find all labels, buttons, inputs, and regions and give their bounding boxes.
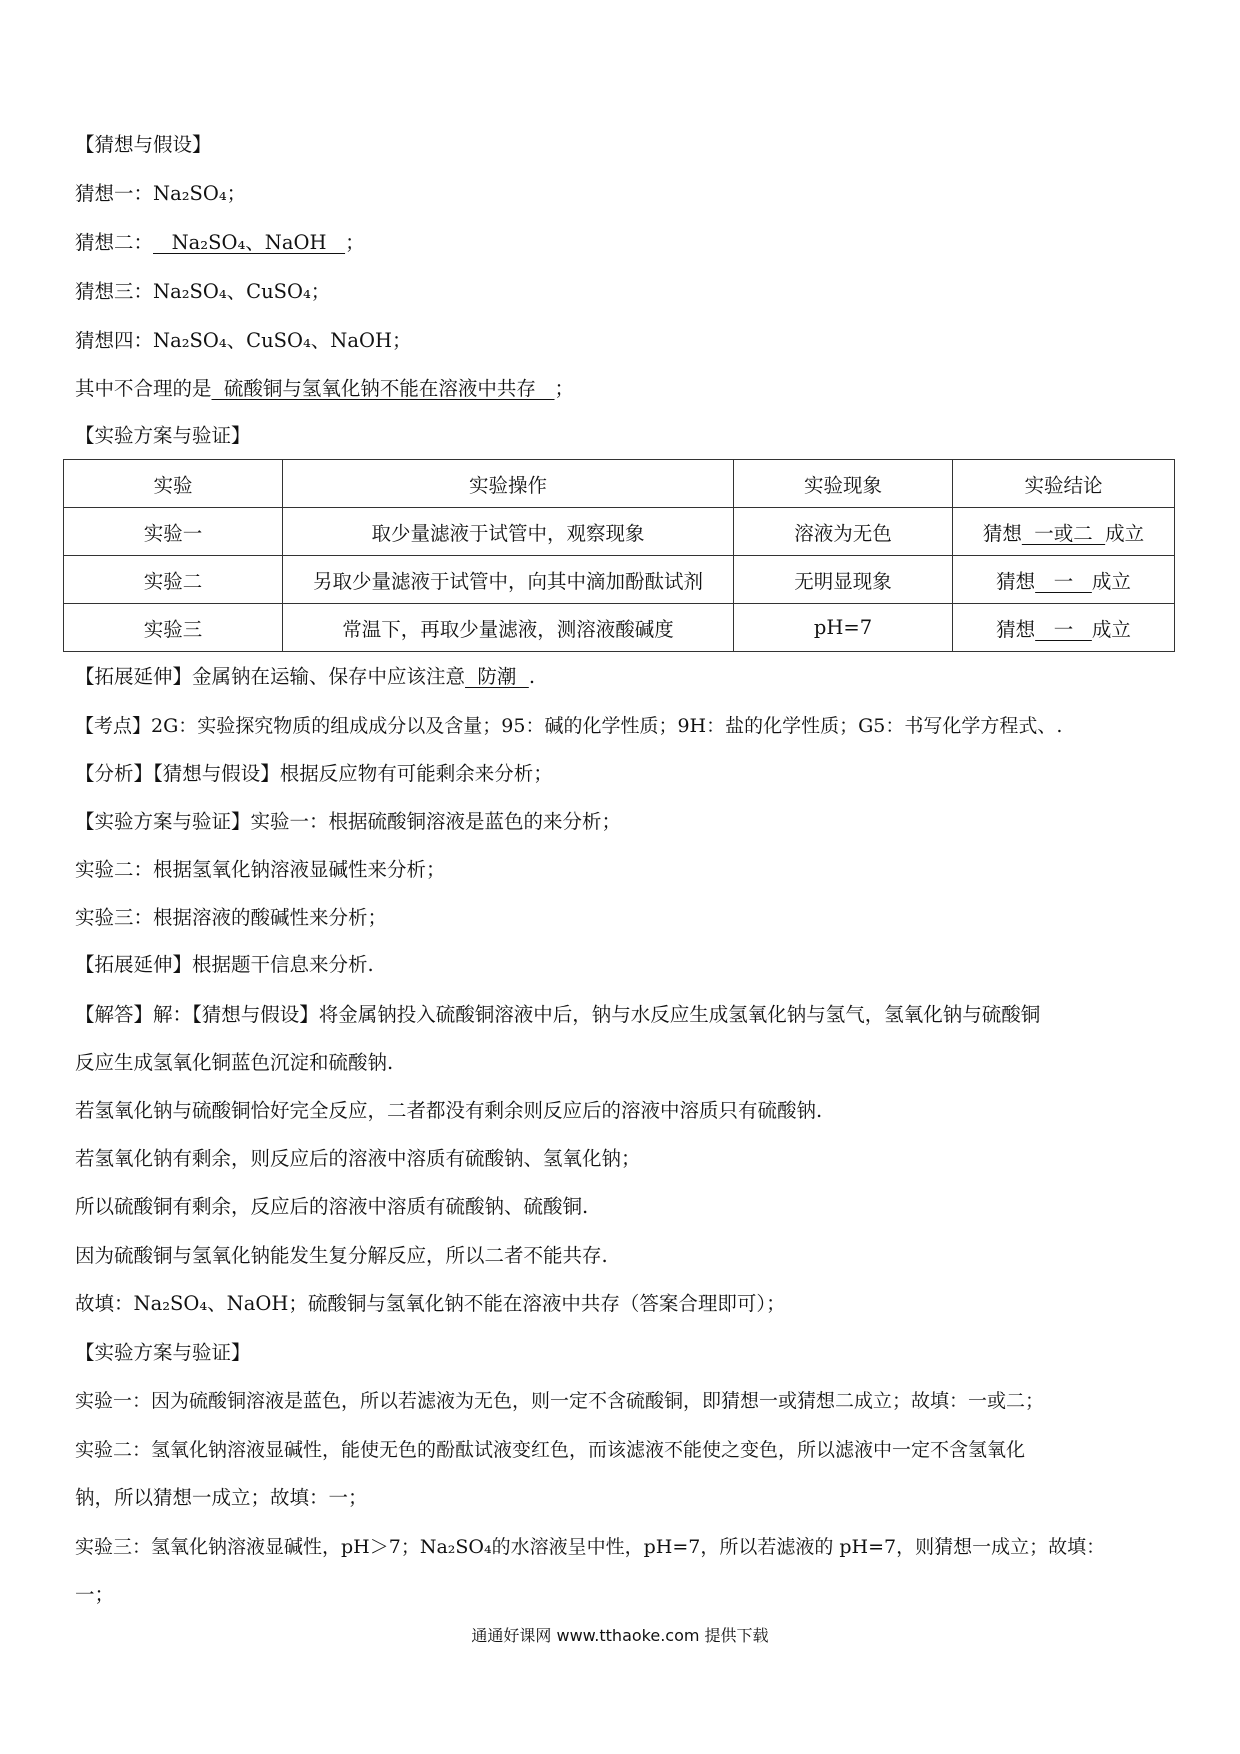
table-cell: pH=7	[734, 604, 953, 652]
conclusion-answer: 一或二	[1021, 521, 1106, 545]
conclusion-answer: 一	[1035, 569, 1092, 593]
guess-4: 猜想四：Na₂SO₄、CuSO₄、NaOH；	[75, 329, 412, 352]
table-cell	[953, 508, 1175, 556]
table-cell	[953, 604, 1175, 652]
answer-11: 钠，所以猜想一成立；故填：一；	[75, 1486, 368, 1509]
extension-label: 【拓展延伸】金属钠在运输、保存中应该注意	[75, 665, 466, 688]
analysis-1: 【分析】【猜想与假设】根据反应物有可能剩余来分析；	[75, 762, 553, 785]
table-cell	[953, 556, 1175, 604]
table-cell: 无明显现象	[734, 556, 953, 604]
unreasonable-label: 其中不合理的是	[75, 377, 212, 400]
answer-2: 反应生成氢氧化铜蓝色沉淀和硫酸钠.	[75, 1051, 394, 1074]
table-cell: 另取少量滤液于试管中，向其中滴加酚酞试剂	[283, 556, 734, 604]
answer-4: 若氢氧化钠有剩余，则反应后的溶液中溶质有硫酸钠、氢氧化钠；	[75, 1147, 641, 1170]
conclusion-label: 猜想	[996, 569, 1036, 593]
answer-12: 实验三：氢氧化钠溶液显碱性，pH＞7；Na₂SO₄的水溶液呈中性，pH=7，所以若滤液的 pH=7，则猜想一成立；故填：	[75, 1536, 1106, 1558]
guess-2-label: 猜想二：	[75, 231, 154, 254]
conclusion-label: 猜想	[982, 521, 1022, 545]
table-header: 实验结论	[953, 460, 1175, 508]
guess-3: 猜想三：Na₂SO₄、CuSO₄；	[75, 280, 331, 303]
answer-6: 因为硫酸铜与氢氧化钠能发生复分解反应，所以二者不能共存.	[75, 1244, 608, 1267]
answer-8: 【实验方案与验证】	[75, 1341, 251, 1364]
page-footer: 通通好课网 www.tthaoke.com 提供下载	[471, 1626, 769, 1645]
unreasonable-line	[75, 375, 1170, 403]
table-header: 实验操作	[283, 460, 734, 508]
table-cell: 实验二	[64, 556, 283, 604]
table-cell: 常温下，再取少量滤液，测溶液酸碱度	[283, 604, 734, 652]
table-header-row	[64, 460, 1175, 508]
conclusion-end: 成立	[1091, 569, 1131, 593]
analysis-2: 【实验方案与验证】实验一：根据硫酸铜溶液是蓝色的来分析；	[75, 810, 622, 833]
answer-10: 实验二：氢氧化钠溶液显碱性，能使无色的酚酞试液变红色，而该滤液不能使之变色，所以滤液中一定不含氢氧化	[75, 1439, 1026, 1461]
table-header: 实验现象	[734, 460, 953, 508]
conclusion-end: 成立	[1105, 521, 1145, 545]
conclusion-end: 成立	[1091, 617, 1131, 641]
guess-2-end: ；	[345, 231, 365, 254]
answer-1: 【解答】解：【猜想与假设】将金属钠投入硫酸铜溶液中后，钠与水反应生成氢氧化钠与氢气，氢氧化钠与硫酸铜	[75, 1003, 1041, 1026]
answer-3: 若氢氧化钠与硫酸铜恰好完全反应，二者都没有剩余则反应后的溶液中溶质只有硫酸钠.	[75, 1099, 823, 1122]
analysis-5: 【拓展延伸】根据题干信息来分析.	[75, 953, 374, 976]
kaodian: 【考点】2G：实验探究物质的组成成分以及含量；95：碱的化学性质；9H：盐的化学性质；G5：书写化学方程式、.	[75, 715, 1063, 737]
guess-1: 猜想一：Na₂SO₄；	[75, 182, 247, 205]
extension-line	[75, 663, 1170, 691]
section-experiment: 【实验方案与验证】	[75, 424, 251, 447]
analysis-4: 实验三：根据溶液的酸碱性来分析；	[75, 906, 388, 929]
answer-13: 一；	[75, 1583, 115, 1606]
unreasonable-answer: 硫酸铜与氢氧化钠不能在溶液中共存	[211, 377, 555, 400]
table-cell: 取少量滤液于试管中，观察现象	[283, 508, 734, 556]
table-row	[64, 508, 1175, 556]
table-header: 实验	[64, 460, 283, 508]
extension-answer: 防潮	[465, 665, 529, 688]
answer-7: 故填：Na₂SO₄、NaOH；硫酸铜与氢氧化钠不能在溶液中共存（答案合理即可）；	[75, 1292, 786, 1315]
guess-2-answer: Na₂SO₄、NaOH	[153, 231, 346, 254]
unreasonable-end: ；	[554, 377, 575, 400]
analysis-3: 实验二：根据氢氧化钠溶液显碱性来分析；	[75, 858, 446, 881]
answer-9: 实验一：因为硫酸铜溶液是蓝色，所以若滤液为无色，则一定不含硫酸铜，即猜想一或猜想二成立；故填：一或二；	[75, 1390, 1045, 1412]
experiment-table	[63, 459, 1175, 652]
table-cell: 实验一	[64, 508, 283, 556]
table-cell: 实验三	[64, 604, 283, 652]
answer-5: 所以硫酸铜有剩余，反应后的溶液中溶质有硫酸钠、硫酸铜.	[75, 1195, 589, 1218]
table-row	[64, 556, 1175, 604]
table-row	[64, 604, 1175, 652]
conclusion-answer: 一	[1035, 617, 1092, 641]
section-hypothesis: 【猜想与假设】	[75, 133, 212, 156]
guess-2	[75, 229, 1170, 257]
table-cell: 溶液为无色	[734, 508, 953, 556]
conclusion-label: 猜想	[996, 617, 1036, 641]
extension-end: .	[528, 665, 536, 688]
